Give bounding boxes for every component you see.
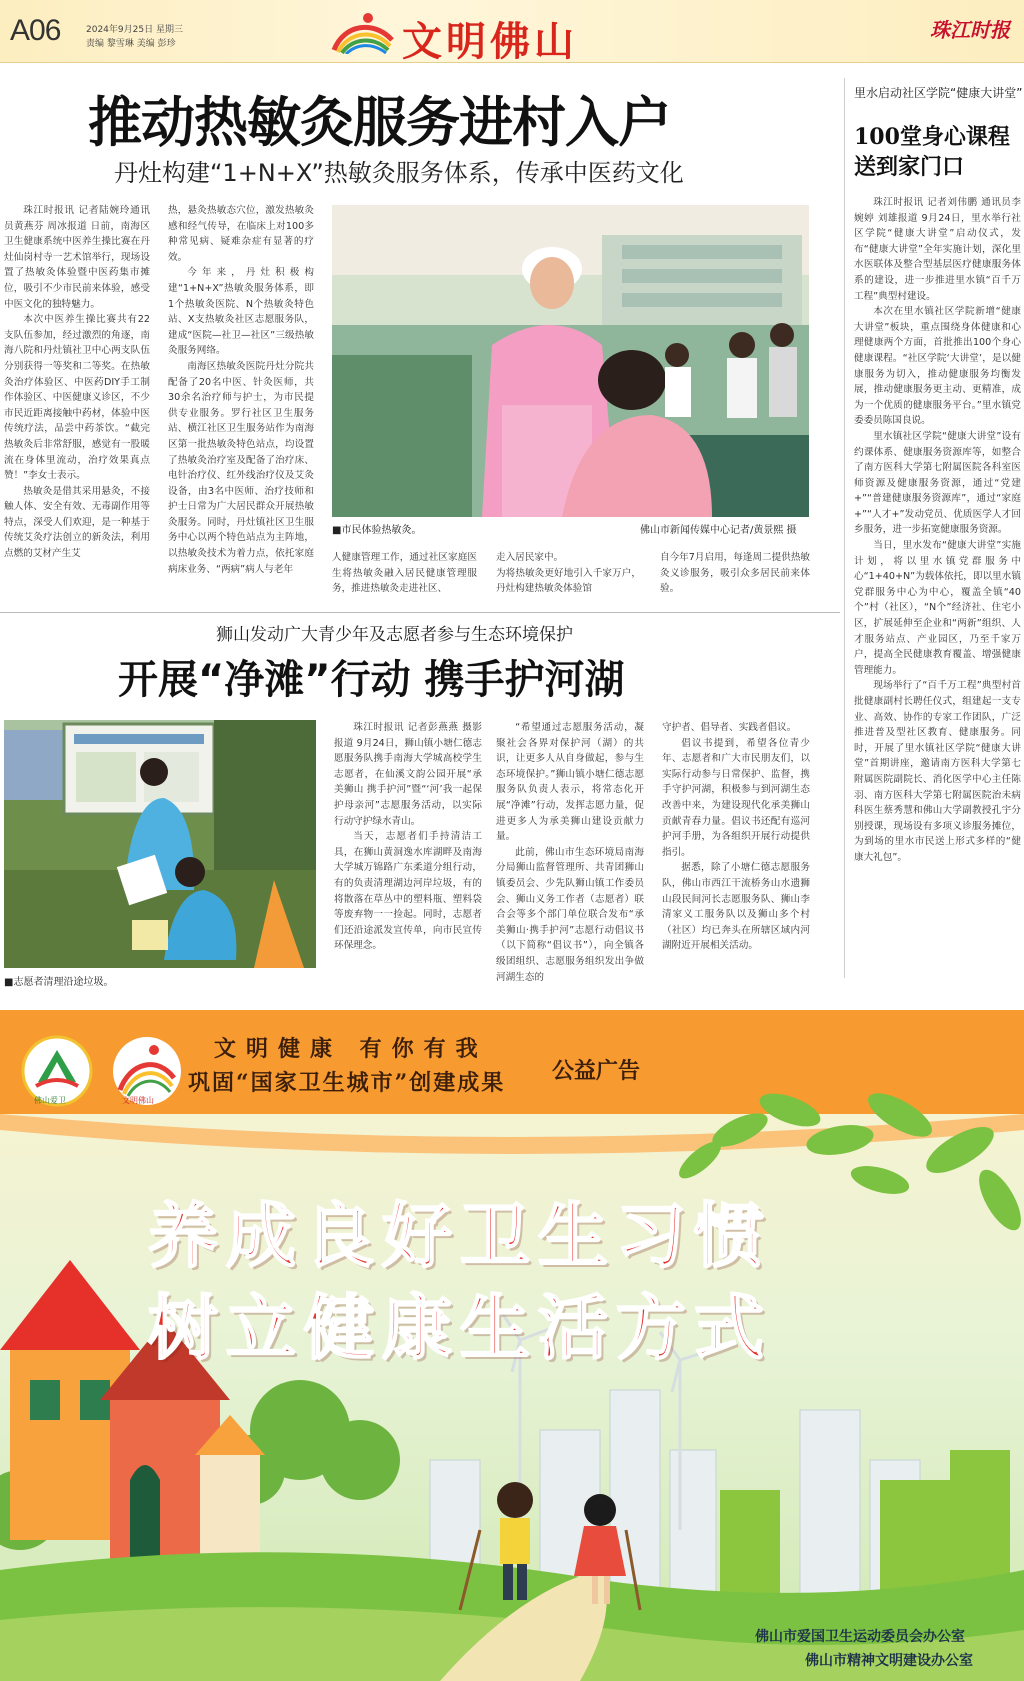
story1-paragraph: 今年来，丹灶积极构建“1+N+X”热敏灸服务体系，即1个热敏灸医院、N个热敏灸特色站、X支热敏灸社区志愿服务队，建成“医院—社卫—社区”三级热敏灸服务网络。 [168,267,314,357]
ad-slogan-line2: 巩固“国家卫生城市”创建成果 [188,1070,506,1096]
sidebar-paragraph: 现场举行了“百千万工程”典型村首批健康副村长聘任仪式，组建起一支专业、高效、协作的专家工作团队，广泛推进普及型社区教育、健康服务。同时，开展了里水镇社区学院“健康大讲堂”首期讲座，邀请南方医科大学第七附属医院副院长、消化医学中心主任陈羽、南方医科大学第七附属医院治未病科医生蔡秀慧和佛山大学副教授孔宇分别授课，现场设有多项义诊服务摊位，为到场的里水市民送上形式多样的“健康大礼包”。 [854,680,1021,863]
issue-date: 2024年9月25日 星期三 [86,25,183,35]
story1-photo-caption: ■市民体验热敏灸。 [332,525,422,536]
story2-column-3 [662,720,810,984]
ad-category-tag: 公益广告 [552,1058,641,1084]
editors-credit: 责编 黎雪琳 美编 彭珍 [86,39,176,49]
story2-divider [0,612,840,613]
aiwei-logo-label: 佛山爱卫 [34,1096,66,1105]
sidebar-paragraph: 珠江时报讯 记者刘伟鹏 通讯员李婉婷 刘雄报道 9月24日，里水举行社区学院“健康大讲堂”启动仪式，发布“健康大讲堂”全年实施计划，深化里水医联体及整合型基层医疗健康服务体系的建设，进一步推进里水镇“百千万工程”典型村建设。 [854,197,1021,302]
story2-paragraph: “希望通过志愿服务活动，凝聚社会各界对保护河（湖）的共识，让更多人从自身做起，参与生态环境保护。”狮山镇小塘仁德志愿服务队负责人表示，将常态化开展“净滩”行动，发挥志愿力量，促进更多人为承美狮山建设贡献力量。 [496,722,644,843]
story1-headline: 推动热敏灸服务进村入户 [88,91,671,154]
sidebar-divider [844,78,845,978]
story1-column-5: 自今年7月启用，每逢周二提供热敏灸义诊服务，吸引众多居民前来体验。 [660,552,810,595]
story2-column-2 [496,720,644,984]
story2-headline: 开展“净滩”行动 携手护河湖 [118,657,625,703]
story2-photo-volunteers [4,720,316,968]
ad-headline-line2: 树立健康生活方式 [148,1286,772,1369]
ad-slogan-line1: 文明健康 有你有我 [214,1036,488,1062]
sidebar-paragraph: 当日，里水发布“健康大讲堂”实施计划，将以里水镇党群服务中心“1+40+N”为载体依托，即以里水镇党群服务中心为中心，覆盖全镇“40个”村（社区），“N个”经济社、住宅小区，扩展延伸至企业和“两新”组织、人才服务站点、产业园区，乃至千家万户，提高全民健康教育覆盖、增强健康管理能力。 [854,540,1021,676]
story1-column-1 [4,203,150,588]
story1-column-3: 人健康管理工作，通过社区家庭医生将热敏灸融入居民健康管理服务，推进热敏灸走进社区、 [332,552,477,595]
story1-photo-credit: 佛山市新闻传媒中心记者/黄景熙 摄 [640,525,797,536]
story1-column-4: 走入居民家中。 为将热敏灸更好地引入千家万户，丹灶构建热敏灸体验馆 [496,552,641,595]
story1-subheadline: 丹灶构建“1+N+X”热敏灸服务体系，传承中医药文化 [114,159,684,187]
ad-headline-line1: 养成良好卫生习惯 [148,1194,772,1277]
story2-paragraph: 守护者、倡导者、实践者倡议。 [662,722,797,733]
sidebar-headline-line2: 送到家门口 [854,154,965,180]
ad-sponsor-2: 佛山市精神文明建设办公室 [805,1653,973,1669]
story1-paragraph: 南海区热敏灸医院丹灶分院共配备了20名中医、针灸医师，共30余名治疗师与护士，为市民提供专业服务。罗行社区卫生服务站、横江社区卫生服务站作为南海区第一批热敏灸特色站点，均设置了热敏灸治疗室及配备了治疗床、电针治疗仪、红外线治疗仪及艾灸设备，由3名中医师、治疗技师和护士日常为广大居民群众开展热敏灸服务。同时，丹灶镇社区卫生服务中心以两个特色站点为主阵地，以热敏灸技术为着力点，依托家庭病床业务、“两病”病人与老年 [168,360,314,575]
sidebar-headline-line1: 100堂身心课程 [854,124,1010,150]
story1-paragraph: 本次中医养生操比赛共有22支队伍参加，经过激烈的角逐，南海八院和丹灶镇社卫中心两支队伍分别获得一等奖和二等奖。在热敏灸治疗体验区、中医药DIY手工制作体验区、中医健康义诊区，不少市民近距离接触中药材，体验中医传统疗法，品尝中药茶饮。“截完热敏灸后非常舒服，感觉有一股暖流在身体里流动，治疗效果真点赞！”李女士表示。 [4,314,150,482]
section-title: 文明佛山 [402,18,578,65]
paper-name: 珠江时报 [930,18,1010,42]
story2-column-1 [334,720,482,984]
story2-kicker: 狮山发动广大青少年及志愿者参与生态环境保护 [216,625,573,645]
story1-photo-moxibustion [332,205,809,517]
public-service-ad [0,1010,1024,1681]
wenming-foshan-logo-icon [328,10,398,54]
sidebar-paragraph: 里水镇社区学院“健康大讲堂”设有约课体系、健康服务资源库等，如整合了南方医科大学第七附属医院各科室医师资源及健康服务资源，通过“党建+”“普建健康服务资源库”，通过“家庭+”“人才+”发动党员、优质医学人才回乡服务，进一步拓宽健康服务资源。 [854,430,1021,536]
story1-paragraph: 热，悬灸热敏态穴位，激发热敏灸感和经气传导，在临床上对100多种常见病、疑难杂症有显著的疗效。 [168,205,314,263]
wenming-logo-label: 文明佛山 [122,1096,154,1105]
sidebar-headline [854,122,1010,182]
story1-paragraph: 珠江时报讯 记者陆婉玲通讯员黄燕芬 周冰报道 日前，南海区卫生健康系统中医养生操比赛在丹灶仙岗村寺一艺术馆举行，现场设置了热敏灸体验暨中医药集市摊位，吸引不少市民前来体验，感受中医文化的独特魅力。 [4,205,150,310]
story1-paragraph: 热敏灸是借其采用悬灸，不接触人体、安全有效、无毒副作用等特点，深受人们欢迎，是一种基于传统艾灸疗法创立的新灸法，利用点燃的艾材产生艾 [4,485,150,560]
page-number: A06 [10,14,61,47]
ad-sponsor-1: 佛山市爱国卫生运动委员会办公室 [755,1629,965,1645]
story2-photo-caption: ■志愿者清理沿途垃圾。 [4,977,114,988]
story2-paragraph: 据悉，除了小塘仁德志愿服务队，佛山市西江干流桥务山水遗狮山段民间河长志愿服务队、狮山李清家义工服务队以及狮山多个村（社区）均已奔头在所辖区域内河湖附近开展相关活动。 [662,862,810,952]
story2-paragraph: 此前，佛山市生态环境局南海分局狮山监督管理所、共青团狮山镇委员会、少先队狮山镇工作委员会、狮山义务工作者（志愿者）联合会等多个部门单位联合发布“承美狮山·携手护河”志愿行动倡议书（以下简称“倡议书”），向全镇各级团组织、志愿服务组织发出争做河湖生态的 [496,846,644,983]
sidebar-kicker: 里水启动社区学院“健康大讲堂” [854,86,1023,100]
sidebar-paragraph: 本次在里水镇社区学院新增“健康大讲堂”板块，重点围绕身体健康和心理健康两个方面，首批推出100个身心健康课程。“社区学院‘大讲堂’，是以健康服务为切入，推动健康服务均衡发展，推动健康服务更主动、更精准，成为一个优质的健康服务平台。”里水镇党委委员陈国良说。 [854,306,1021,427]
story2-paragraph: 倡议书提到，希望各位青少年、志愿者和广大市民朋友们，以实际行动参与日常保护、监督，携手守护河湖，积极参与到河湖生态改善中来，为建设现代化承美狮山贡献青春力量。倡议书还配有巡河护河手册，为各组织开展行动提供指引。 [662,737,810,858]
story1-column-2 [168,203,314,588]
story2-paragraph: 当天，志愿者们手持清洁工具，在狮山黄洞逸水库湖畔及南海大学城万锦路广东柔道分组行动，有的负责清理湖边河岸垃圾，有的将散落在草丛中的塑料瓶、塑料袋等废弃物一一捡起。同时，志愿者们还沿途派发宣传单，向市民宣传环保理念。 [334,831,482,952]
sidebar-body [854,195,1021,975]
story2-paragraph: 珠江时报讯 记者彭燕燕 摄影报道 9月24日，狮山镇小塘仁德志愿服务队携手南海大学城高校学生志愿者，在仙溪文韵公园开展“承美狮山 携手护河”暨“‘河’我一起保护母亲河”志愿服务活动，以实际行动守护绿水青山。 [334,722,482,827]
